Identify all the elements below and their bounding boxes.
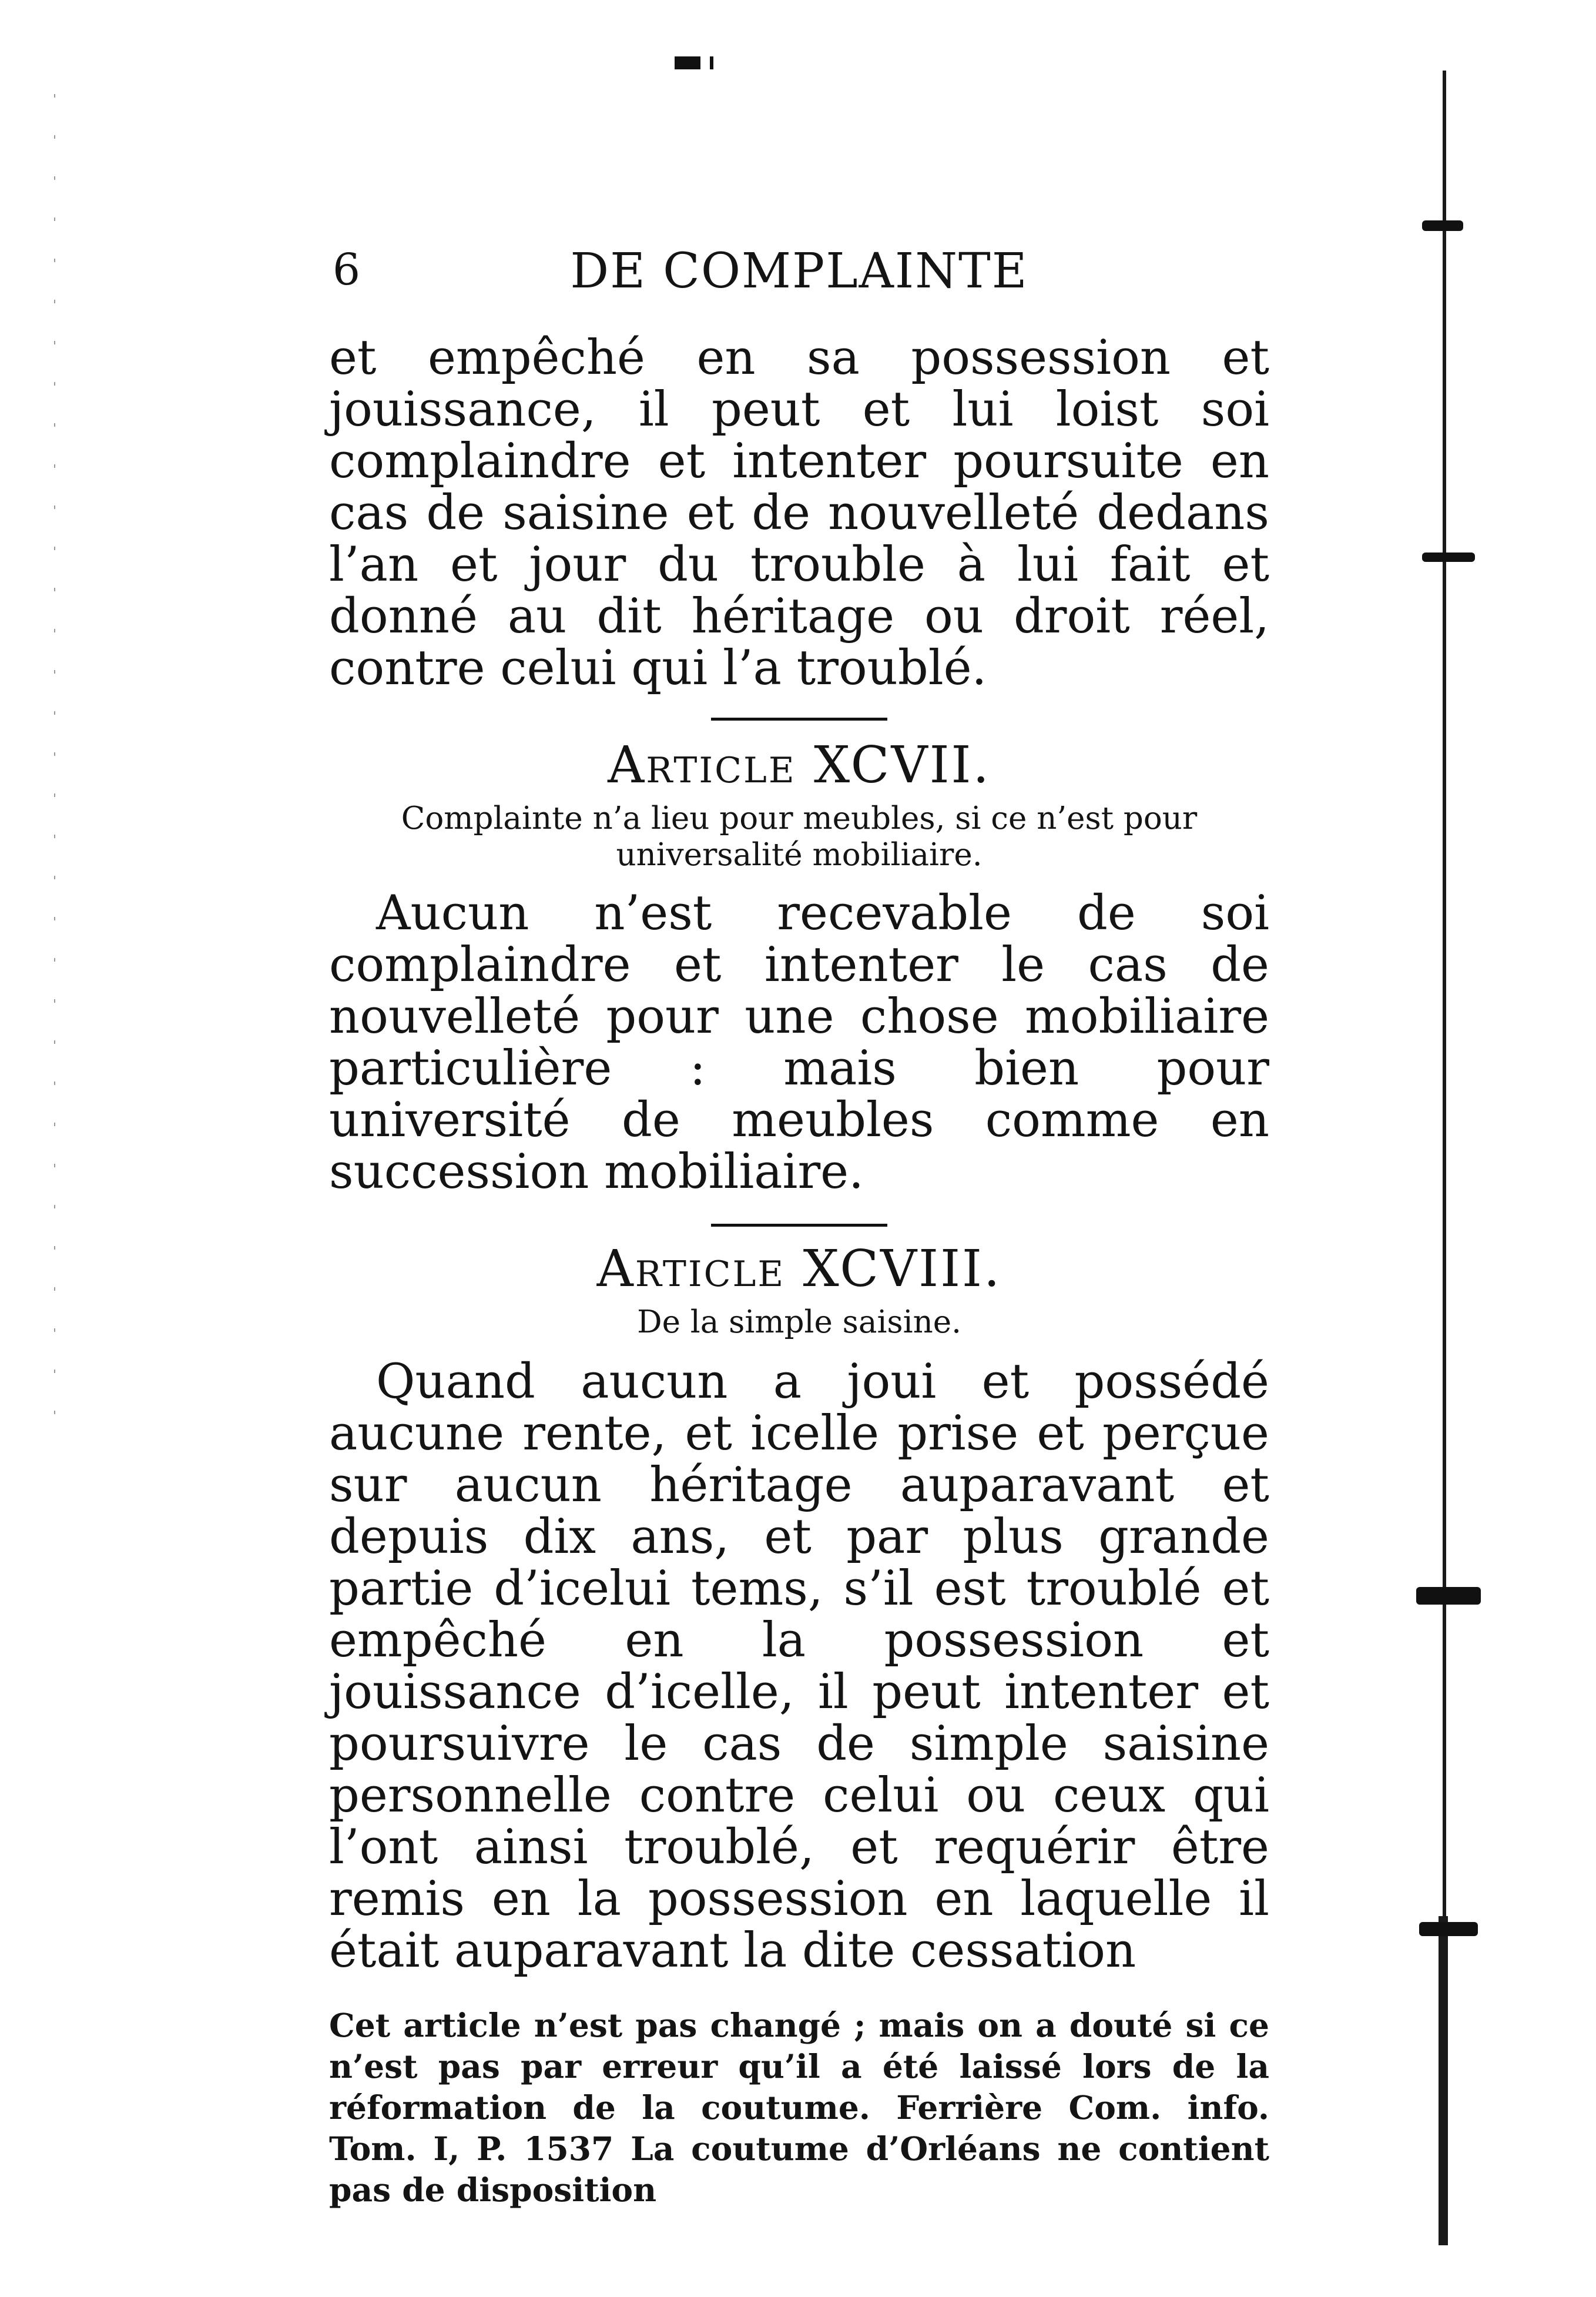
scan-mark — [1422, 220, 1463, 231]
page-header — [329, 235, 1269, 300]
scan-mark — [710, 56, 713, 69]
article-title: Article XCVIII. — [596, 1240, 1002, 1298]
section-divider — [711, 718, 887, 721]
scan-mark — [1419, 1922, 1478, 1936]
footnote: Cet article n’est pas changé ; mais on a douté si ce n’est pas par erreur qu’il a été laissé lors de la réformation de la coutume. Ferrière Com. info. Tom. I, P. 1537 La coutume d’Orléans ne contient pas de disposition — [329, 2006, 1269, 2209]
article-summary: De la simple saisine. — [637, 1304, 961, 1340]
section-divider — [711, 1224, 887, 1227]
page-body — [329, 332, 1269, 2211]
scan-mark — [675, 56, 700, 69]
intro-paragraph: et empêché en sa possession et jouissance, il peut et lui loist soi complaindre et intenter poursuite en cas de saisine et de nouvelleté dedans l’an et jour du trouble à lui fait et donné au dit héritage ou droit réel, contre celui qui l’a troublé. — [329, 330, 1269, 696]
running-title: DE COMPLAINTE — [570, 243, 1028, 299]
article-title: Article XCVII. — [608, 736, 991, 795]
scan-mark — [1416, 1587, 1481, 1605]
scan-edge-right-thick — [1439, 1916, 1448, 2245]
article-text: Aucun n’est recevable de soi complaindre et intenter le cas de nouvelleté pour une chose mobiliaire particulière : mais bien pour université de meubles comme en succession mobiliaire. — [329, 886, 1269, 1200]
article-summary: Complainte n’a lieu pour meubles, si ce n’est pour universalité mobiliaire. — [401, 801, 1198, 873]
page-number: 6 — [333, 245, 361, 295]
scan-edge-left — [54, 94, 55, 1446]
article-text: Quand aucun a joui et possédé aucune rente, et icelle prise et perçue sur aucun héritage auparavant et depuis dix ans, et par plus grande partie d’icelui tems, s’il est troublé et empêché en la possession et jouissance d’icelle, il peut intenter et poursuivre le cas de simple saisine personnelle contre celui ou ceux qui l’ont ainsi troublé, et requérir être remis en la possession en laquelle il était auparavant la dite cessation — [329, 1354, 1269, 1978]
scan-mark — [1422, 553, 1475, 562]
